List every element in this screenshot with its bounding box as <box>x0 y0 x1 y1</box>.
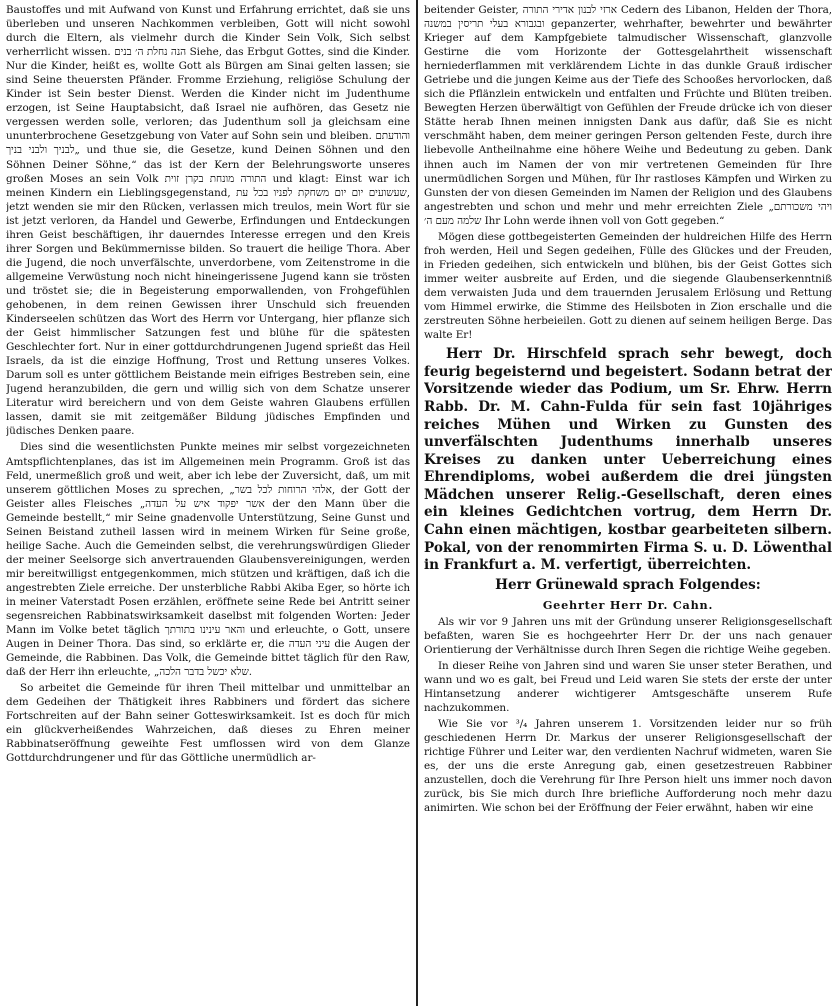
speech-paragraph: Als wir vor 9 Jahren uns mit der Gründung unserer Religionsgesellschaft befaßten, waren Sie es hochgeehrter Herr Dr. der uns nach genauer Orientierung der Verhältnisse durch Ihren Segen die richtige Weihe gegeben. <box>424 615 832 656</box>
left-column <box>6 3 410 766</box>
right-paragraph: Mögen diese gottbegeisterten Gemeinden der huldreichen Hilfe des Herrn froh werden, Heil und Segen gedeihen, Fülle des Glückes und der Freuden, in Frieden gedeihen, sich entwickeln und blühen, bis der Geist Gottes sich immer weiter ausbreite auf Erden, und die siegende Glaubenserkenntniß dem verwaisten Juda und dem trauernden Jerusalem Erlösung und Rettung vom Himmel erwirke, die Stimme des Heilsboten in Zion erschalle und die zerstreuten Söhne herbeieilen. Gott zu dienen auf seinem heiligen Berge. Das walte Er! <box>424 230 832 342</box>
right-paragraph: beitender Geister, ארזי לבנון אדירי התורה Cedern des Libanon, Helden der Thora, ובגבורא בעלי תריסין במשנה gepanzerter, wehrhafter, bewehrter und bewährter Krieger auf dem Kampfgebiete talmudischer Wissenschaft, glanzvolle Gestirne die vom Horizonte der Gottesgelahrtheit wissenschaft herniederflammen mit verklärendem Lichte in das dunkle Grauß irdischer Getriebe und die jungen Keime aus der Tiefe des Schooßes hervorlocken, daß sich die Pflänzlein entwickeln und entfalten und Früchte und Blüten treiben. Bewegten Herzen überwältigt von Gefühlen der Freude drücke ich von dieser Stätte herab Ihnen meinen innigsten Dank aus dafür, daß Sie es nicht verschmäht haben, dem meiner geringen Person geltenden Feste, durch ihre liebevolle Antheilnahme eine höhere Weihe und Bedeutung zu geben. Dank ihnen auch im Namen der von mir vertretenen Gemeinden für Ihre unermüdlichen Sorgen und Mühen, für Ihr rastloses Kämpfen und Wirken zu Gunsten der von diesen Gemeinden im Namen der Religion und des Glaubens angestrebten und schon und mehr und mehr erreichten Ziele „ויהי משכורתם שלמה מעם ה׳ Ihr Lohn werde ihnen voll von Gott gegeben.“ <box>424 4 832 227</box>
left-paragraph: So arbeitet die Gemeinde für ihren Theil mittelbar und unmittelbar an dem Gedeihen der Thätigkeit ihres Rabbiners und fördert das sichere Fortschreiten auf der Bahn seiner Gotteswirksamkeit. Ist es doch für mich ein glückverheißendes Wahrzeichen, daß dieses zu Ehren meiner Rabbinatseröffnung geweihte Fest umflossen wird von dem Glanze Gottdurchdrungener und für das Göttliche unermüdlich ar- <box>6 682 410 765</box>
speech-address: Geehrter Herr Dr. Cahn. <box>542 597 714 612</box>
left-paragraph: Dies sind die wesentlichsten Punkte meines mir selbst vorgezeichneten Amtspflichtenplanes, das ist im Allgemeinen mein Programm. Groß ist das Feld, unermeßlich groß und weit, aber ich lebe der Zuversicht, daß, um mit unserem göttlichen Moses zu sprechen, „אלהי הרוחות לכל בשר, der Gott der Geister alles Fleisches „אשר יפקוד איש על העדה der den Mann über die Gemeinde bestellt,“ mir Seine gnadenvolle Unterstützung, Seine Gunst und Seinen Beistand zutheil lassen wird in meinem Wirken für Seine große, heilige Sache. Auch die Gemeinden selbst, die verehrungswürdigen Glieder der meiner Seelsorge sich anvertrauenden Glaubensvereinigungen, werden mir bereitwilligst entgegenkommen, mich stützen und kräftigen, daß ich die angestrebten Ziele erreiche. Der unsterbliche Rabbi Akiba Eger, so hörte ich in meiner Vaterstadt Posen erzählen, eröffnete seine Rede bei Antritt seiner segensreichen Rabbinatswirksamkeit daselbst mit folgenden Worten: Jeder Mann im Volke betet täglich והאר עינינו בתורתך und erleuchte, o Gott, unsere Augen in Deiner Thora. Das sind, so erklärte er, die עיני העדה die Augen der Gemeinde, die Rabbinen. Das Volk, die Gemeinde bittet täglich für den Raw, daß der Herr ihn erleuchte, „שלא יכשל בדבר הלכה. <box>6 441 410 679</box>
right-column <box>424 3 832 816</box>
speech-intro: Herr Grünewald sprach Folgendes: <box>495 576 761 593</box>
column-divider <box>416 0 418 1006</box>
speech-paragraph: In dieser Reihe von Jahren sind und waren Sie unser steter Berathen, und wann und wo es galt, bei Freud und Leid waren Sie stets der erste der unter Hintansetzung anderer wichtigerer Amtsgeschäfte unserem Rufe nachzukommen. <box>424 659 832 715</box>
left-paragraph: Baustoffes und mit Aufwand von Kunst und Erfahrung errichtet, daß sie uns überleben und unseren Nachkommen verbleiben, Gott will nicht sowohl durch die Eltern, als vielmehr durch die Kinder Sein Volk, Sich selbst verherrlicht wissen. הנה נחלת ה׳ בנים Siehe, das Erbgut Gottes, sind die Kinder. Nur die Kinder, heißt es, wollte Gott als Bürgen am Sinai gelten lassen; sie sind Seine theuersten Pfänder. Fromme Erziehung, religiöse Schulung der Kinder ist Sein bester Dienst. Werden die Kinder nicht im Judenthume erzogen, ist Seine Hauptabsicht, daß Israel nie aufhören, das Gesetz nie vergessen werden solle, verloren; das Judenthum soll ja gleichsam eine ununterbrochene Gesetzgebung von Vater auf Sohn sein und bleiben. והודעתם „לבניך ולבני בניך und thue sie, die Gesetze, kund Deinen Söhnen und den Söhnen Deiner Söhne,“ das ist der Kern der Belehrungsworte unseres großen Moses an sein Volk התורה מונחת בקרן זוית und klagt: Einst war ich meinen Kindern ein Lieblingsgegenstand, שעשועים יום יום משחקת לפניו בכל עת, jetzt wenden sie mir den Rücken, verlassen mich treulos, mein Wort für sie ist jetzt verloren, da Handel und Gewerbe, Erfindungen und Entdeckungen ihren Geist beschäftigen, ihr dauerndes Interesse erregen und den Kreis ihrer Sorgen und Bekümmernisse bilden. So trauert die heilige Thora. Aber die Jugend, die noch unverfälschte, unverdorbene, vom Zeitenstrome in die allgemeine Verwüstung noch nicht hineingerissene Jugend kann sie trösten und tröstet sie; die in Begeisterung emporwallenden, von Frohgefühlen gehobenen, in dem reinen Gewissen ihrer Unschuld sich freuenden Kinderseelen schützen das Wort des Herrn vor Untergang, hier pflanze sich der Geist himmlischer Satzungen fest und blühe für die spätesten Geschlechter fort. Nur in einer gottdurchdrungenen Jugend sprießt das Heil Israels, da ist die einzige Hoffnung, Trost und Rettung unseres Volkes. Darum soll es unter göttlichem Beistande mein eifriges Bestreben sein, eine Jugend heranzubilden, die gern und willig sich von dem Schatze unserer Literatur wird bereichern und von dem Geiste wahren Glaubens erfüllen lassen, damit sie mit zeitgemäßer Bildung jüdisches Empfinden und jüdisches Denken paare. <box>6 4 410 438</box>
report-paragraph: Herr Dr. Hirschfeld sprach sehr bewegt, doch feurig begeisternd und begeistert. Sodann betrat der Vorsitzende wieder das Podium, um Sr. Ehrw. Herrn Rabb. Dr. M. Cahn-Fulda für sein fast 10jähriges reiches Mühen und Wirken zu Gunsten des unverfälschten Judenthums innerhalb unseres Kreises zu danken unter Ueberreichung eines Ehrendiploms, wobei außerdem die drei jüngsten Mädchen unserer Relig.-Gesellschaft, deren eines ein kleines Gedichtchen vortrug, dem Herrn Dr. Cahn einen mächtigen, kostbar gearbeiteten silbern. Pokal, von der renommirten Firma S. u. D. Löwenthal in Frankfurt a. M. verfertigt, überreichten. <box>424 346 832 574</box>
speech-paragraph: Wie Sie vor ³/₄ Jahren unserem 1. Vorsitzenden leider nur so früh geschiedenen Herrn Dr. Markus der unserer Religionsgesellschaft der richtige Führer und Leiter war, den verdienten Nachruf widmeten, waren Sie es, der uns die erste Anregung gab, einen gesetzestreuen Rabbiner anzustellen, doch die Verehrung für Ihre Person hielt uns immer noch davon zurück, bis Sie mich durch Ihre briefliche Aufforderung noch mehr dazu animirten. Wie schon bei der Eröffnung der Feier erwähnt, haben wir eine <box>424 718 832 815</box>
